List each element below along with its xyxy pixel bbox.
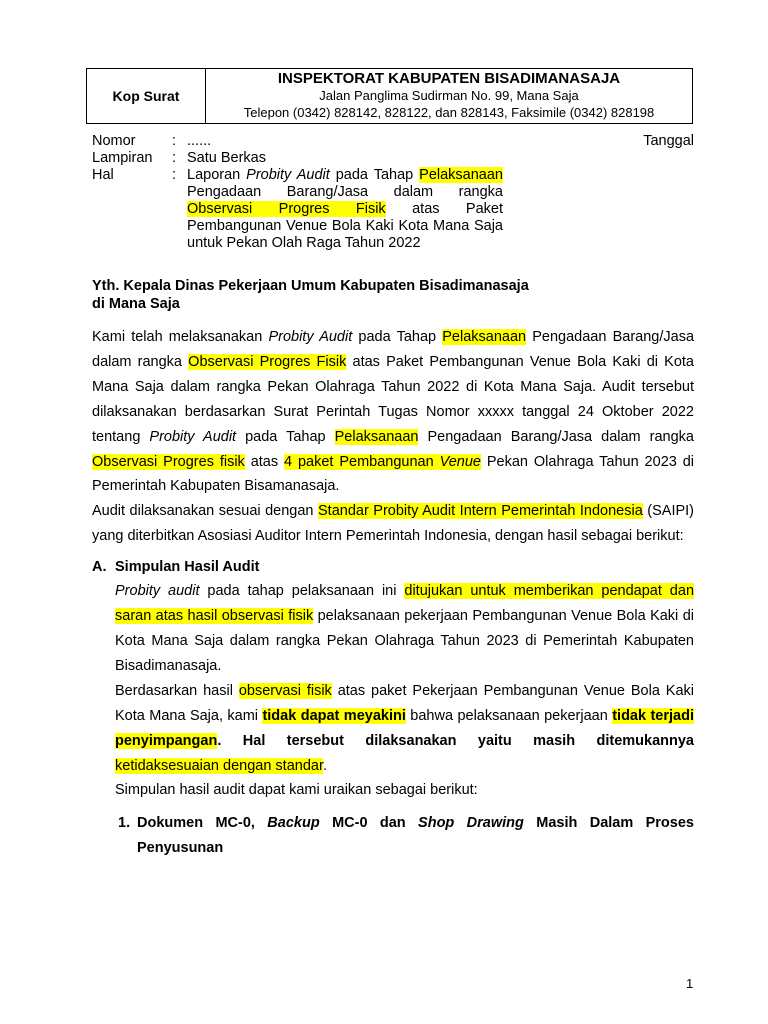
organization-address: Jalan Panglima Sudirman No. 99, Mana Saja xyxy=(319,88,579,103)
highlighted-text: Pelaksanaan xyxy=(334,428,419,445)
organization-contact: Telepon (0342) 828142, 828122, dan 828143, Faksimile (0342) 828198 xyxy=(243,105,655,120)
organization-name: INSPEKTORAT KABUPATEN BISADIMANASAJA xyxy=(277,70,621,87)
letterhead xyxy=(86,68,693,124)
finding-number: 1. xyxy=(118,815,131,832)
text-run: atas Paket Pembangunan Venue Bola Kaki Kota Mana Saja untuk Pekan Olah Raga Tahun 2022 xyxy=(187,201,504,251)
text-run: pada Tahap xyxy=(236,428,335,445)
nomor-label: Nomor xyxy=(92,133,136,149)
page-number: 1 xyxy=(686,976,694,991)
finding-1-heading xyxy=(118,811,694,861)
text-run-italic: Backup xyxy=(267,815,320,832)
lampiran-value: Satu Berkas xyxy=(187,150,266,166)
lampiran-label: Lampiran xyxy=(92,150,153,166)
text-run-italic: Probity Audit xyxy=(246,167,330,183)
text-run: . Hal tersebut dilaksanakan yaitu masih ditemukannya xyxy=(217,732,694,749)
addressee-line-2: di Mana Saja xyxy=(92,296,180,312)
text-run: Pekan Olahraga Tahun 2023 di Pemerintah Kabupaten Bisamanasaja. xyxy=(92,453,694,495)
text-run: Berdasarkan hasil xyxy=(115,682,239,699)
text-run: bahwa pelaksanaan pekerjaan xyxy=(405,707,613,724)
highlighted-text: ketidaksesuaian dengan standar xyxy=(115,757,323,774)
text-run: (SAIPI) yang diterbitkan Asosiasi Auditor Intern Pemerintah Indonesia, dengan hasil sebagai berikut: xyxy=(92,503,695,545)
text-run: atas paket Pekerjaan Pembangunan Venue Bola Kaki Kota Mana Saja, kami xyxy=(115,682,694,724)
section-letter: A. xyxy=(92,559,107,576)
highlighted-text: observasi fisik xyxy=(238,682,332,699)
text-run: atas Paket Pembangunan Venue Bola Kaki di Kota Mana Saja dalam rangka Pekan Olahraga Tahun 2022 di Kota Mana Saja. Audit tersebut dilaksanakan berdasarkan Surat Perintah Tugas Nomor xxxxx tanggal 24 Oktober 2022 tentang xyxy=(92,353,694,445)
colon: : xyxy=(172,133,177,149)
text-run: atas xyxy=(244,453,285,470)
section-title: Simpulan Hasil Audit xyxy=(115,559,260,576)
highlighted-text: Observasi Progres Fisik xyxy=(188,353,347,370)
section-a-paragraph-1 xyxy=(115,579,694,679)
text-run: Pengadaan Barang/Jasa dalam rangka xyxy=(187,184,503,200)
finding-title xyxy=(137,811,694,861)
text-run: Audit dilaksanakan sesuai dengan xyxy=(92,503,318,520)
section-a-paragraph-3: Simpulan hasil audit dapat kami uraikan sebagai berikut: xyxy=(115,782,478,799)
text-run: . xyxy=(323,757,328,774)
text-run: Masih Dalam Proses Penyusunan xyxy=(137,815,694,857)
nomor-value: ...... xyxy=(187,133,212,149)
highlighted-text: 4 paket Pembangunan xyxy=(284,453,440,470)
date-label: Tanggal xyxy=(643,133,694,149)
text-run: pada Tahap xyxy=(329,167,420,183)
paragraph-intro xyxy=(92,325,694,499)
highlighted-text: Pelaksanaan xyxy=(419,167,503,183)
colon: : xyxy=(172,167,177,183)
hal-row xyxy=(92,167,694,252)
text-run: Kami telah melaksanakan xyxy=(92,329,269,345)
text-run-italic: Probity Audit xyxy=(149,428,237,445)
addressee xyxy=(92,277,529,313)
nomor-row xyxy=(92,133,694,150)
paragraph-standard xyxy=(92,499,694,549)
highlighted-bold-text: tidak dapat meyakini xyxy=(262,707,406,724)
text-run-italic: Shop Drawing xyxy=(418,815,524,832)
hal-label: Hal xyxy=(92,167,114,183)
text-run: Pengadaan Barang/Jasa dalam rangka xyxy=(418,428,694,445)
highlighted-bold-text: tidak terjadi penyimpangan xyxy=(115,707,694,749)
addressee-line-1: Yth. Kepala Dinas Pekerjaan Umum Kabupaten Bisadimanasaja xyxy=(92,278,529,294)
colon: : xyxy=(172,150,177,166)
text-run-italic: Probity Audit xyxy=(268,329,353,345)
text-run: MC-0 dan xyxy=(319,815,419,832)
text-run: Pengadaan Barang/Jasa dalam rangka xyxy=(92,329,695,370)
section-a-heading xyxy=(92,555,694,579)
highlighted-text: Venue xyxy=(439,453,481,470)
text-run: Laporan xyxy=(187,167,247,183)
lampiran-row xyxy=(92,150,694,167)
highlighted-text: ditujukan untuk memberikan pendapat dan saran atas hasil observasi fisik xyxy=(115,583,695,625)
text-run: pada tahap pelaksanaan ini xyxy=(199,583,405,600)
letterhead-label: Kop Surat xyxy=(87,69,206,123)
highlighted-text: Observasi Progres fisik xyxy=(92,453,245,470)
highlighted-text: Observasi Progres Fisik xyxy=(187,201,386,217)
text-run: pada Tahap xyxy=(352,329,443,345)
highlighted-text: Standar Probity Audit Intern Pemerintah Indonesia xyxy=(318,503,643,520)
hal-value xyxy=(187,167,503,252)
letter-metadata xyxy=(92,133,694,252)
text-run-italic: Probity audit xyxy=(115,583,200,600)
section-a-paragraph-2 xyxy=(115,679,694,779)
letterhead-details xyxy=(206,69,692,123)
text-run: pelaksanaan pekerjaan Pembangunan Venue Bola Kaki di Kota Mana Saja dalam rangka Pekan Olahraga Tahun 2023 di Pemerintah Kabupaten Bisadimanasaja. xyxy=(115,608,694,674)
highlighted-text: Pelaksanaan xyxy=(442,329,527,345)
text-run: Dokumen MC-0, xyxy=(137,815,268,832)
letter-body xyxy=(92,325,694,861)
